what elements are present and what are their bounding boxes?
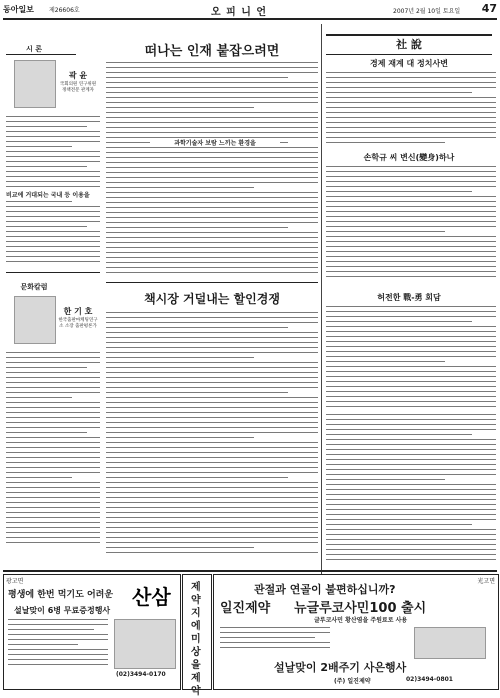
ad-headline: 평생에 한번 먹기도 어려운 [8, 590, 114, 600]
editorial-body-2 [326, 166, 496, 282]
column-subhead: 비교에 거대되는 국내 등 이용을 [6, 190, 106, 199]
author-name: 곽 윤 [68, 70, 88, 80]
headline-books: 책시장 거덜내는 할인경쟁 [144, 292, 280, 306]
section-title: 오 피 니 언 [211, 7, 268, 18]
ad-corner-label: 광고면 [6, 578, 24, 585]
divider [6, 272, 100, 273]
ad-product-photo [114, 619, 176, 669]
author-photo [14, 296, 56, 344]
ad-event: 설날맞이 6병 무료증정행사 [14, 606, 111, 615]
ad-vertical-text: 제약 지에미 상을 제약 [191, 582, 201, 697]
ad-wild-ginseng[interactable] [3, 574, 181, 690]
column-label-siron: 시 론 [26, 45, 42, 53]
article-body [106, 312, 318, 560]
article-subhead: 과학기술자 보람 느끼는 환경을 [150, 138, 280, 147]
editorial-headline-2: 손학규 씨 변신(變身)하나 [363, 153, 455, 162]
editorial-label: 社 說 [396, 38, 422, 51]
ad-phone: (02)3494-0170 [116, 671, 166, 678]
ad-product: 산삼 [132, 585, 171, 609]
article-body [106, 62, 318, 278]
ad-phone: 02)3494-0801 [406, 676, 453, 683]
column-label-culture: 문화칼럼 [20, 283, 48, 291]
ad-separator [3, 570, 497, 572]
author-title: 한국출판마케팅연구소 소장 출판평론가 [58, 318, 98, 329]
ad-brand: 일진제약 [220, 601, 271, 616]
ad-company: (주) 일진제약 [334, 678, 371, 685]
masthead [3, 2, 497, 20]
editorial-headline-3: 허전한 戰-勇 회담 [377, 293, 441, 302]
newspaper-name: 동아일보 [3, 5, 34, 14]
divider [6, 54, 76, 55]
author-photo [14, 60, 56, 108]
issue-date: 2007년 2월 10일 토요일 [393, 8, 461, 15]
column-divider [321, 24, 322, 574]
ad-corner-label: 光고면 [477, 578, 495, 585]
author-name: 한 기 호 [63, 306, 93, 316]
page-number: 47 [481, 2, 497, 15]
ad-body [8, 619, 108, 679]
author-title: 국회의원 연구위원 정책전문 관계자 [59, 82, 97, 93]
ad-question: 관절과 연골이 불편하십니까? [254, 583, 396, 596]
ad-event: 설날맞이 2배주기 사은행사 [274, 661, 407, 674]
edition-number: 제26606호 [49, 7, 80, 14]
editorial-body-1 [326, 72, 496, 148]
headline-talent: 떠나는 인재 붙잡으려면 [144, 44, 280, 59]
editorial-body-4 [326, 414, 496, 564]
divider [106, 282, 318, 283]
ad-body [220, 627, 330, 657]
editorial-headline-1: 경제 재계 대 정치사변 [370, 59, 448, 68]
ad-glucosamine[interactable] [213, 574, 499, 690]
ad-product: 뉴글루코사민100 출시 [294, 601, 427, 616]
editorial-body-3 [326, 306, 496, 410]
ad-subline: 글루코사민 황산염을 주원료로 사용 [314, 617, 408, 624]
ad-vertical[interactable] [182, 574, 212, 697]
ad-product-photo [414, 627, 486, 659]
column-body [6, 352, 100, 550]
